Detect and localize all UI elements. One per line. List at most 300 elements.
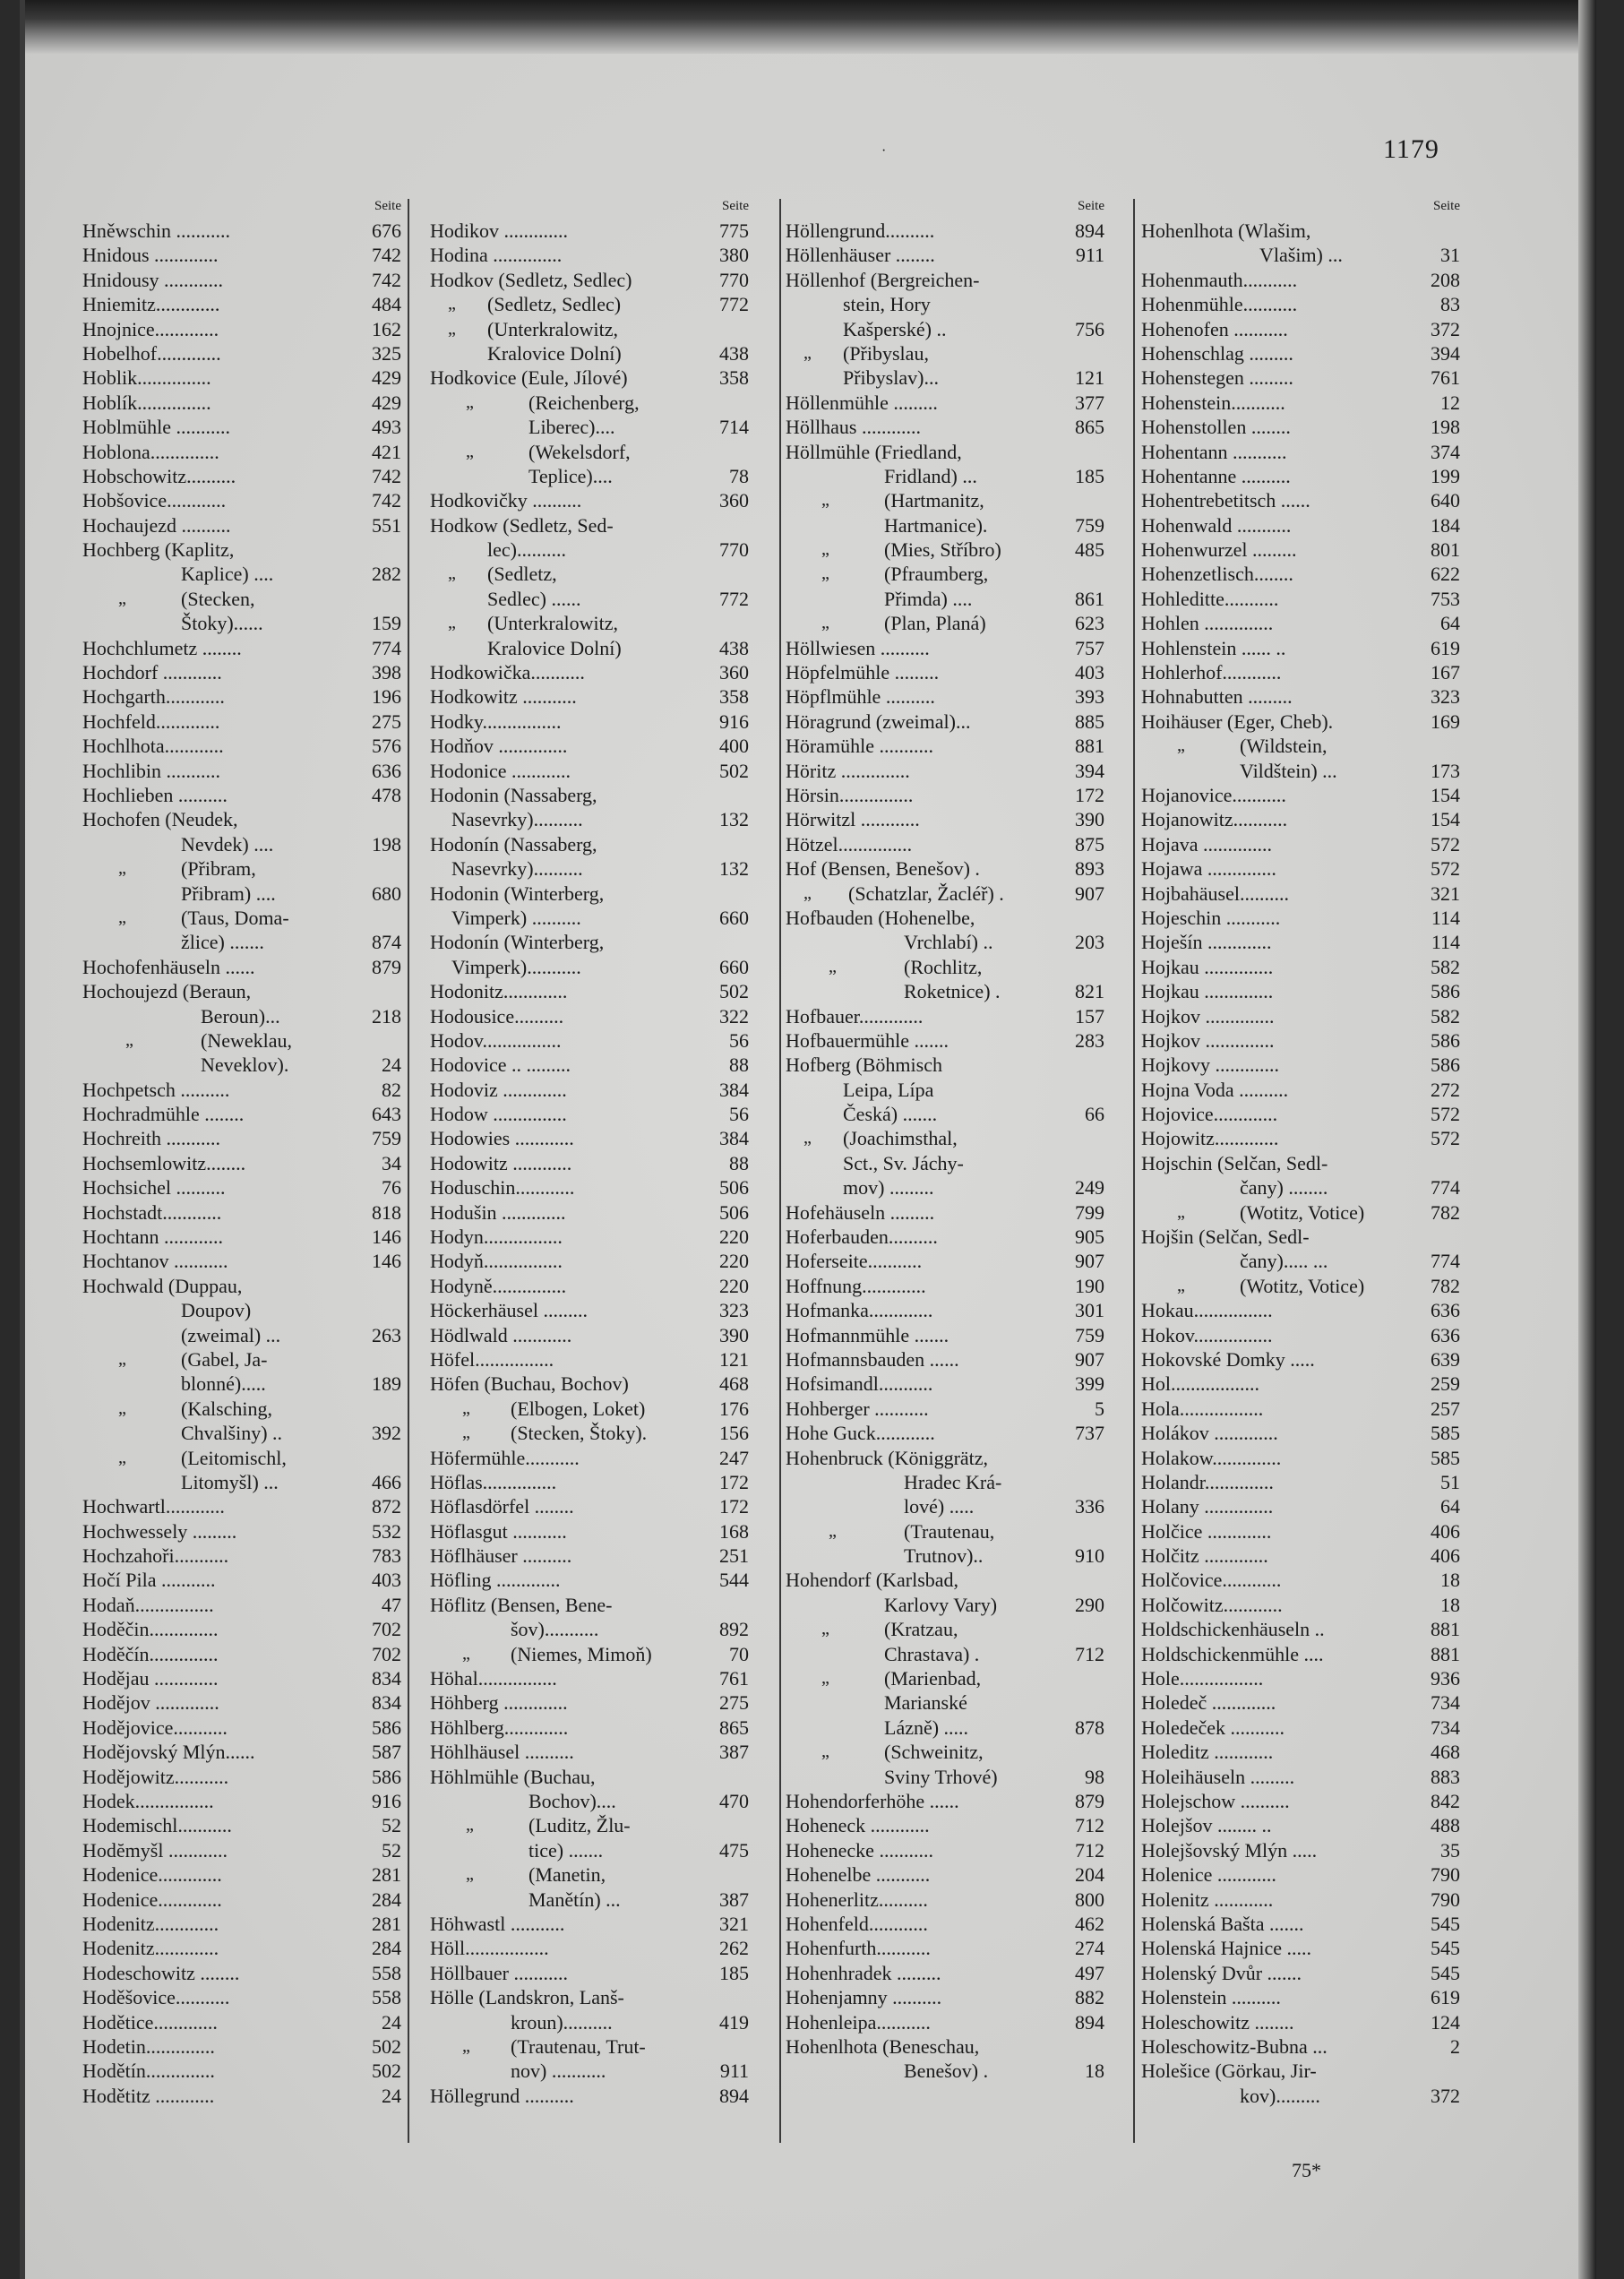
page-reference: 881 [1075,735,1104,758]
page-reference: 878 [1075,1716,1104,1739]
entry-name: Hohentrebetitsch ...... [1141,489,1310,512]
index-entry [786,219,1108,243]
page-reference: 257 [1431,1397,1460,1420]
page-reference: 478 [372,783,401,806]
entry-name: Chrastava) . [884,1642,980,1665]
page-reference: 842 [1431,1790,1460,1812]
page-reference: 251 [719,1544,749,1568]
entry-name: Fridland) ... [884,464,977,487]
entry-name: Holčitz ............. [1141,1544,1268,1568]
index-entry [1141,1838,1464,1862]
entry-name: čany) ........ [1240,1176,1328,1200]
entry-name: Hodky................ [430,710,562,733]
entry-name: Hojbahäusel.......... [1141,882,1289,905]
entry-name: Liberec).... [528,416,615,439]
ditto-mark: „ [462,1398,470,1418]
index-entry [82,2059,405,2083]
page-reference: 770 [719,538,749,562]
page-reference: 2 [1450,2034,1460,2058]
index-entry [786,1740,1108,1764]
page-reference: 132 [719,857,749,881]
index-entry [82,1642,405,1666]
index-entry [82,488,405,512]
index-entry [1141,317,1464,341]
scan-right-edge [1578,0,1596,2279]
entry-name: tice) ....... [528,1838,604,1862]
index-entry [82,1519,405,1544]
ditto-mark: „ [829,1520,837,1541]
page-reference: 493 [372,416,401,439]
index-entry [430,464,752,488]
index-entry [1141,1421,1464,1445]
page-reference: 872 [372,1495,401,1518]
entry-name: Hölle (Landskron, Lanš- [430,1986,624,2009]
ditto-mark: „ [821,613,829,633]
entry-name: Nasevrky).......... [451,857,583,881]
entry-name: Hohentann ........... [1141,440,1287,463]
entry-name: Hohenbruck (Königgrätz, [786,1446,989,1469]
index-entry [1141,1347,1464,1372]
entry-name: lec).......... [487,538,566,562]
page-reference: 759 [1075,513,1104,537]
entry-name: Hodětice............. [82,2010,218,2034]
index-entry [786,1421,1108,1445]
index-entry [430,1912,752,1936]
entry-name: Hodenitz............. [82,1912,219,1935]
page-reference: 462 [1075,1912,1104,1935]
entry-name: Hodovice .. ......... [430,1054,571,1077]
entry-name: Holčowitz............ [1141,1593,1283,1616]
entry-name: (Unterkralowitz, [487,317,618,340]
index-entry [786,366,1108,390]
index-entry [82,1936,405,1960]
index-entry [1141,1862,1464,1887]
entry-name: Hobschowitz.......... [82,464,236,487]
entry-name: Hohenmühle........... [1141,293,1298,316]
index-entry [430,734,752,758]
index-entry [786,1372,1108,1396]
page-reference: 800 [1075,1888,1104,1911]
index-entry [786,1544,1108,1568]
index-entry [786,906,1108,930]
page-reference: 114 [1431,931,1460,954]
column-header-seite: Seite [374,199,401,213]
page-reference: 907 [1075,882,1104,905]
page-reference: 124 [1431,2010,1460,2034]
entry-name: Höflasdörfel ........ [430,1495,574,1518]
entry-name: Hochgarth............ [82,685,225,709]
index-entry [82,1494,405,1518]
entry-name: Hofmannsbauden ...... [786,1347,959,1371]
page-reference: 911 [719,2060,749,2083]
entry-name: Höllengrund.......... [786,219,935,242]
index-entry [786,2034,1108,2059]
entry-name: Hojkau .............. [1141,980,1274,1003]
index-entry [430,2084,752,2108]
entry-name: Hohenelbe ........... [786,1863,931,1887]
entry-name: (Schweinitz, [884,1741,984,1764]
index-entry [82,1323,405,1347]
entry-name: Hochdorf ............ [82,661,222,684]
page-reference: 121 [719,1347,749,1371]
entry-name: Hodonitz............. [430,980,568,1003]
entry-name: Hochlibin ........... [82,759,220,782]
page-reference: 56 [729,1103,749,1126]
entry-name: kroun).......... [511,2010,613,2034]
page-reference: 545 [1431,1912,1460,1935]
index-entry [430,1028,752,1053]
entry-name: Höfel................ [430,1347,554,1371]
page-reference: 64 [1440,1495,1460,1518]
entry-name: Hoděšovice........... [82,1986,230,2009]
index-entry [1141,219,1464,243]
index-entry [1141,1372,1464,1396]
entry-name: Hokau................ [1141,1299,1273,1322]
entry-name: Hochsemlowitz........ [82,1151,246,1174]
entry-name: Hodkovice (Eule, Jílové) [430,366,628,390]
page-reference: 190 [1075,1274,1104,1297]
entry-name: (Joachimsthal, [843,1127,958,1150]
entry-name: Hodenitz............. [82,1937,219,1960]
entry-name: Hodějov ............. [82,1691,219,1715]
index-entry [430,1298,752,1322]
index-entry [82,1961,405,1985]
page-reference: 281 [372,1863,401,1887]
entry-name: šov)........... [511,1618,599,1641]
page-reference: 466 [372,1470,401,1493]
page-reference: 774 [372,636,401,659]
page-reference: 360 [719,661,749,684]
index-entry [786,243,1108,267]
page-reference: 262 [719,1937,749,1960]
page-reference: 502 [372,2034,401,2058]
entry-name: Hohleditte........... [1141,587,1279,610]
page-reference: 249 [1075,1176,1104,1200]
index-entry [430,1765,752,1789]
page-reference: 384 [719,1078,749,1101]
page-reference: 470 [719,1790,749,1812]
index-entry [786,1151,1108,1175]
ditto-mark: „ [803,882,812,903]
page-reference: 220 [719,1250,749,1273]
page-reference: 393 [1075,685,1104,709]
index-entry [786,783,1108,807]
index-entry [1141,1126,1464,1150]
entry-name: Hoduschin............ [430,1176,575,1200]
entry-name: Hohenstollen ........ [1141,416,1291,439]
index-entry [786,1690,1108,1715]
index-entry [1141,1568,1464,1592]
ditto-mark: „ [821,490,829,511]
entry-name: Höllhaus ............ [786,416,921,439]
entry-name: čany)..... ... [1240,1250,1328,1273]
page-reference: 572 [1431,857,1460,881]
index-entry [430,1175,752,1200]
entry-name: Hohenleipa........... [786,2010,931,2034]
page-reference: 643 [372,1103,401,1126]
page-reference: 325 [372,341,401,365]
index-entry [430,1740,752,1764]
page-reference: 544 [719,1569,749,1592]
index-entry [82,2010,405,2034]
entry-name: Höhal................ [430,1667,557,1690]
page-reference: 910 [1075,1544,1104,1568]
ditto-mark: „ [462,2035,470,2056]
index-entry [1141,979,1464,1003]
index-entry [82,587,405,611]
page-reference: 790 [1431,1888,1460,1911]
entry-name: Hochchlumetz ........ [82,636,242,659]
entry-name: (Přibram, [181,857,256,881]
page-reference: 911 [1075,244,1104,267]
index-entry [1141,1102,1464,1126]
entry-name: Hodkov (Sedletz, Sedlec) [430,268,632,291]
index-entry [1141,2084,1464,2108]
page-reference: 114 [1431,906,1460,929]
page-reference: 263 [372,1323,401,1346]
page-reference: 24 [382,1054,401,1077]
entry-name: (Elbogen, Loket) [511,1397,646,1420]
page-reference: 576 [372,735,401,758]
index-entry [430,587,752,611]
index-entry [82,1249,405,1273]
page-reference: 742 [372,268,401,291]
entry-name: blonné)..... [181,1372,266,1396]
page-reference: 169 [1431,710,1460,733]
page-reference: 485 [1075,538,1104,562]
index-entry [430,513,752,538]
index-entry [82,1151,405,1175]
entry-name: Hole................. [1141,1667,1264,1690]
page-reference: 883 [1431,1765,1460,1788]
page-reference: 502 [719,759,749,782]
page-reference: 875 [1075,832,1104,856]
index-entry [1141,243,1464,267]
entry-name: Doupov) [181,1299,252,1322]
index-entry [82,1200,405,1225]
page-reference: 759 [1075,1323,1104,1346]
entry-name: Hodonín (Nassaberg, [430,832,597,856]
page-reference: 636 [372,759,401,782]
ditto-mark: „ [1177,1275,1185,1295]
page-reference: 208 [1431,268,1460,291]
entry-name: Hohenfurth........... [786,1937,931,1960]
page-reference: 284 [372,1888,401,1911]
index-entry [82,1028,405,1053]
index-entry [1141,1985,1464,2009]
index-entry [82,783,405,807]
page-reference: 185 [719,1961,749,1984]
entry-name: Hochreith ........... [82,1127,220,1150]
page-reference: 660 [719,906,749,929]
entry-name: Lázně) ..... [884,1716,969,1739]
entry-name: Höllenmühle ......... [786,391,938,414]
index-entry [786,1175,1108,1200]
entry-name: Hol.................. [1141,1372,1259,1396]
index-entry [82,415,405,439]
entry-name: Hohenmauth........... [1141,268,1298,291]
scan-top-border [20,0,1596,54]
entry-name: Vrchlabí) .. [904,931,993,954]
index-entry [430,611,752,635]
entry-name: Hočí Pila ........... [82,1569,216,1592]
entry-name: Hohe Guck............ [786,1422,935,1445]
page-reference: 882 [1075,1986,1104,2009]
entry-name: (Wotitz, Votice) [1240,1274,1365,1297]
index-entry [82,1421,405,1445]
index-entry [430,1225,752,1249]
page-reference: 874 [372,931,401,954]
page-reference: 429 [372,391,401,414]
index-entry [786,660,1108,684]
ditto-mark: „ [466,1864,474,1885]
page-reference: 623 [1075,612,1104,635]
index-entry [786,1617,1108,1641]
page-reference: 380 [719,244,749,267]
index-entry [430,2010,752,2034]
page-reference: 132 [719,808,749,831]
page-reference: 275 [372,710,401,733]
entry-name: Hoděčin.............. [82,1618,219,1641]
index-entry [786,1053,1108,1077]
entry-name: Hohberger ........... [786,1397,929,1420]
entry-name: Hojowitz............. [1141,1127,1279,1150]
index-entry [786,1936,1108,1960]
entry-name: Hodyně............... [430,1274,567,1297]
ditto-mark: „ [118,1348,126,1369]
page-reference: 438 [719,636,749,659]
entry-name: Hohenwurzel ......... [1141,538,1297,562]
index-entry [1141,341,1464,366]
entry-name: Hodonice ............ [430,759,571,782]
entry-name: (Pfraumberg, [884,563,989,586]
entry-name: Höhlhäusel .......... [430,1741,574,1764]
index-entry [82,341,405,366]
index-entry [1141,832,1464,856]
page-reference: 636 [1431,1299,1460,1322]
page-reference: 78 [729,464,749,487]
entry-name: Höll................. [430,1937,549,1960]
index-entry [430,955,752,979]
entry-name: Höhlmühle (Buchau, [430,1765,596,1788]
entry-name: Hodětín.............. [82,2060,215,2083]
index-entry [786,1028,1108,1053]
entry-name: Hniemitz............. [82,293,220,316]
index-entry [1141,1151,1464,1175]
entry-name: (Kalsching, [181,1397,273,1420]
entry-name: Hodĕmyšl ............ [82,1838,228,1862]
entry-name: Hohendorf (Karlsbad, [786,1569,959,1592]
entry-name: Hof (Bensen, Benešov) . [786,857,980,881]
entry-name: Hojawa .............. [1141,857,1276,881]
index-entries [786,219,1108,2084]
index-entry [1141,488,1464,512]
ditto-mark: „ [118,1447,126,1467]
entry-name: Hodějowitz........... [82,1765,229,1788]
page-reference: 905 [1075,1226,1104,1249]
entry-name: Höhlberg............. [430,1716,569,1739]
index-entries [1141,219,1464,2108]
index-entry [82,1175,405,1200]
index-entry [1141,684,1464,709]
page-reference: 639 [1431,1347,1460,1371]
index-column-1 [82,199,405,2108]
index-entry [786,1666,1108,1690]
entry-name: Hojšin (Selčan, Sedl- [1141,1226,1310,1249]
entry-name: Holeditz ............ [1141,1741,1274,1764]
index-entry [430,759,752,783]
page-reference: 551 [372,513,401,537]
page-reference: 172 [719,1495,749,1518]
ditto-mark: „ [462,1643,470,1664]
index-entry [82,1298,405,1322]
page-reference: 879 [1075,1790,1104,1812]
ditto-mark: „ [821,1742,829,1762]
index-entry [82,243,405,267]
index-entry [1141,1446,1464,1470]
index-entry [1141,2010,1464,2034]
entry-name: Vimperk)........... [451,955,581,978]
page-reference: 5 [1095,1397,1104,1420]
page-reference: 775 [719,219,749,242]
index-entry [1141,1961,1464,1985]
entry-name: Höfermühle........... [430,1446,580,1469]
index-entry [1141,513,1464,538]
page-reference: 399 [1075,1372,1104,1396]
page-reference: 282 [372,563,401,586]
entry-name: Holenská Hajnice ..... [1141,1937,1311,1960]
page-reference: 406 [1431,1544,1460,1568]
index-entry [1141,882,1464,906]
entry-name: (Leitomischl, [181,1446,287,1469]
index-entry [82,366,405,390]
page-reference: 753 [1431,587,1460,610]
page-reference: 761 [719,1667,749,1690]
index-entry [430,391,752,415]
index-entry [82,1888,405,1912]
entry-name: Hodeschowitz ........ [82,1961,240,1984]
entry-name: Höllegrund .......... [430,2084,574,2107]
entry-name: (Kratzau, [884,1618,958,1641]
page-reference: 162 [372,317,401,340]
ditto-mark: „ [448,294,456,314]
index-entry [82,684,405,709]
entry-name: Hochtanov ........... [82,1250,228,1273]
index-entry [786,1298,1108,1322]
page-reference: 702 [372,1618,401,1641]
index-entry [786,710,1108,734]
page-reference: 146 [372,1226,401,1249]
index-entry [82,1617,405,1641]
page-reference: 742 [372,244,401,267]
page-reference: 865 [1075,416,1104,439]
entry-name: Hohenfeld............ [786,1912,928,1935]
index-entry [430,2059,752,2083]
page-reference: 756 [1075,317,1104,340]
entry-name: Holdschickenhäuseln .. [1141,1618,1325,1641]
index-entry [82,759,405,783]
entry-name: stein, Hory [843,293,931,316]
index-entry [786,1888,1108,1912]
entry-name: (Reichenberg, [528,391,640,414]
index-entry [82,1053,405,1077]
index-entry [430,1617,752,1641]
index-entry [430,1004,752,1028]
entry-name: Höpflmühle .......... [786,685,935,709]
ditto-mark: „ [821,1668,829,1689]
index-entry [430,1544,752,1568]
entry-name: Sviny Trhové) [884,1765,998,1788]
